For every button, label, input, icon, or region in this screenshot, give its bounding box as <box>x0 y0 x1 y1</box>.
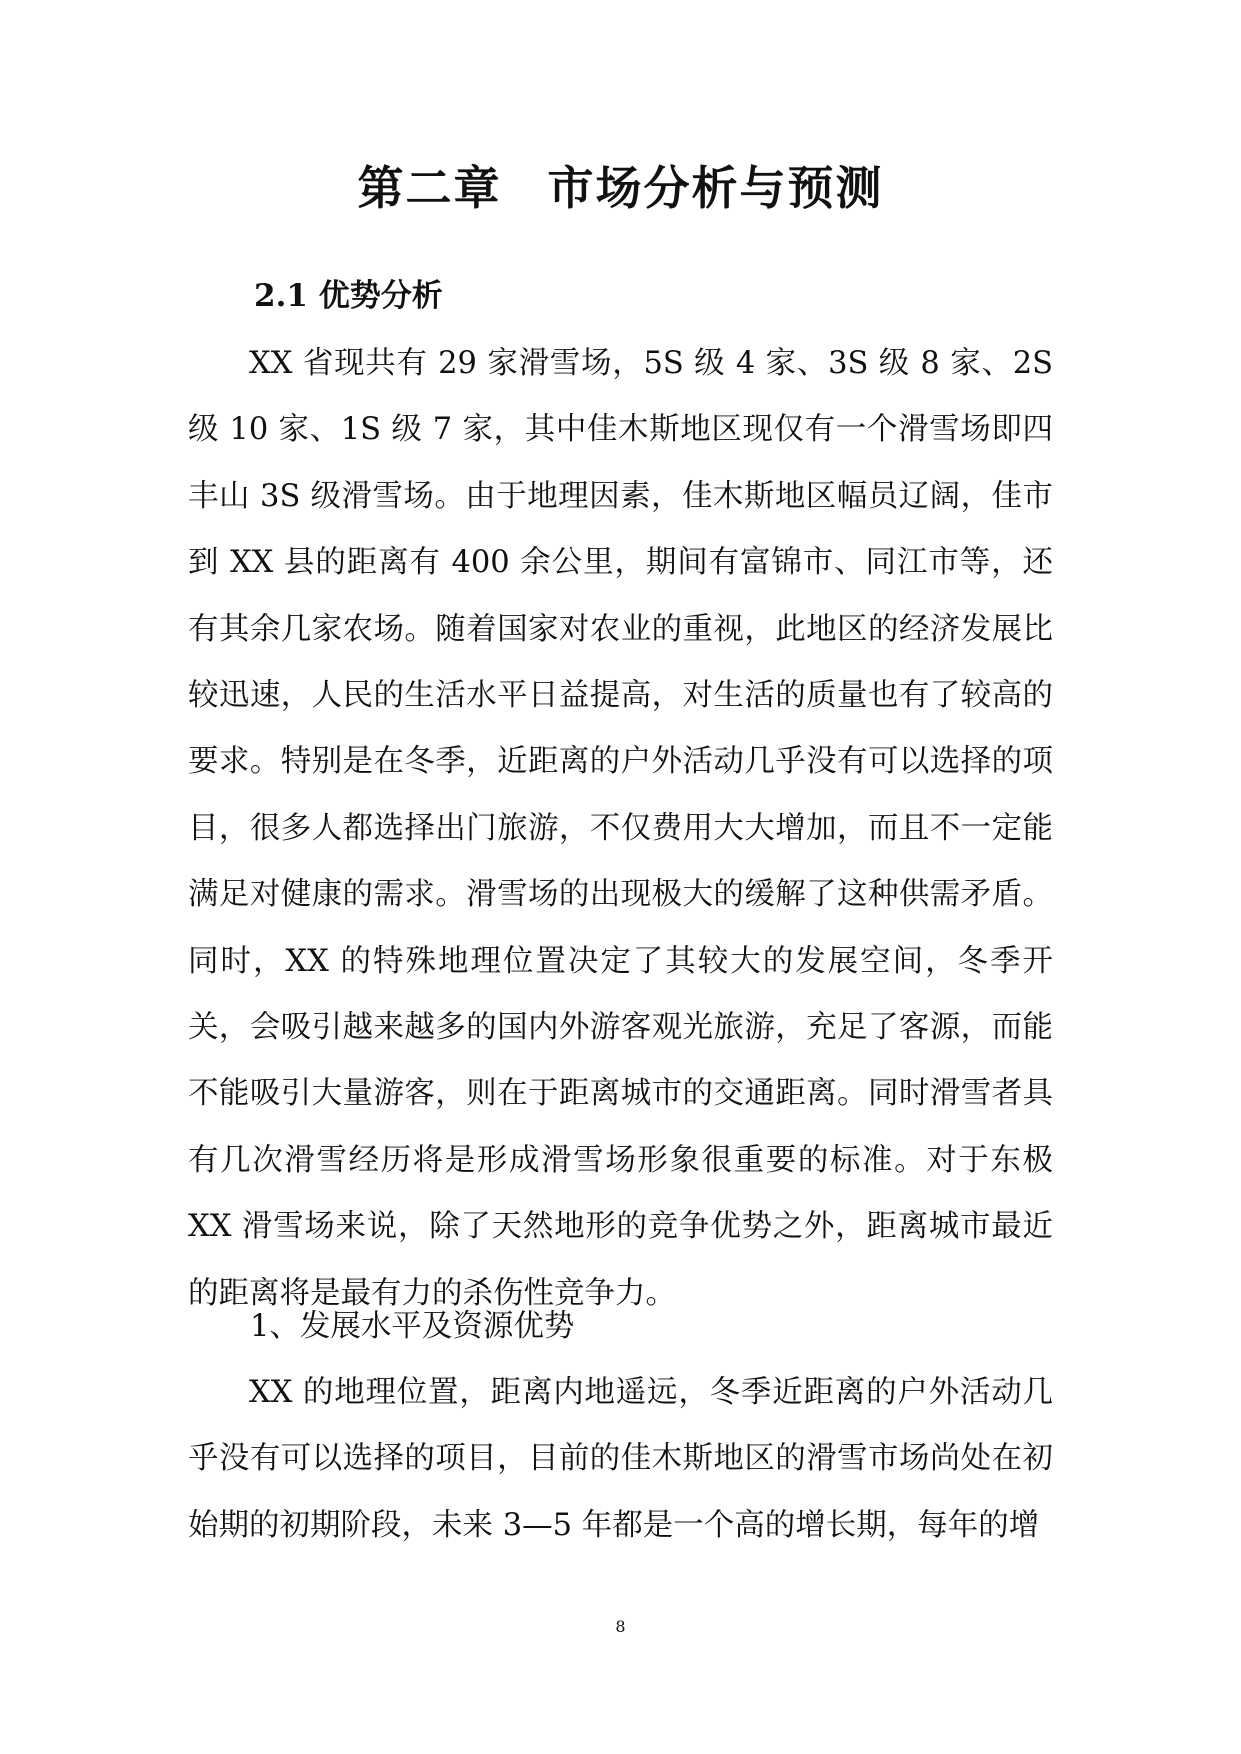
chapter-name: 市场分析与预测 <box>547 161 884 215</box>
page-number: 8 <box>615 1617 626 1636</box>
sub-heading: 1、发展水平及资源优势 <box>250 1309 575 1344</box>
chapter-number: 第二章 <box>357 161 502 215</box>
section-heading: 2.1 优势分析 <box>254 278 443 314</box>
chapter-title <box>0 158 1241 218</box>
paragraph-advantages: XX 省现共有 29 家滑雪场，5S 级 4 家、3S 级 8 家、2S 级 10 家、1S 级 7 家，其中佳木斯地区现仅有一个滑雪场即四丰山 3S 级滑雪场。由于地理因素，佳木斯地区幅员辽阔，佳市到 XX 县的距离有 400 余公里，期间有富锦市、同江市等，还有其余几家农场。随着国家对农业的重视，此地区的经济发展比较迅速，人民的生活水平日益提高，对生活的质量也有了较高的要求。特别是在冬季，近距离的户外活动几乎没有可以选择的项目，很多人都选择出门旅游，不仅费用大大增加，而且不一定能满足对健康的需求。滑雪场的出现极大的缓解了这种供需矛盾。同时，XX 的特殊地理位置决定了其较大的发展空间，冬季开关，会吸引越来越多的国内外游客观光旅游，充足了客源，而能不能吸引大量游客，则在于距离城市的交通距离。同时滑雪者具有几次滑雪经历将是形成滑雪场形象很重要的标准。对于东极 XX 滑雪场来说，除了天然地形的竞争优势之外，距离城市最近的距离将是最有力的杀伤性竞争力。 <box>188 346 1053 1311</box>
paragraph-development: XX 的地理位置，距离内地遥远，冬季近距离的户外活动几乎没有可以选择的项目，目前的佳木斯地区的滑雪市场尚处在初始期的初期阶段，未来 3—5 年都是一个高的增长期，每年的增 <box>188 1375 1053 1543</box>
